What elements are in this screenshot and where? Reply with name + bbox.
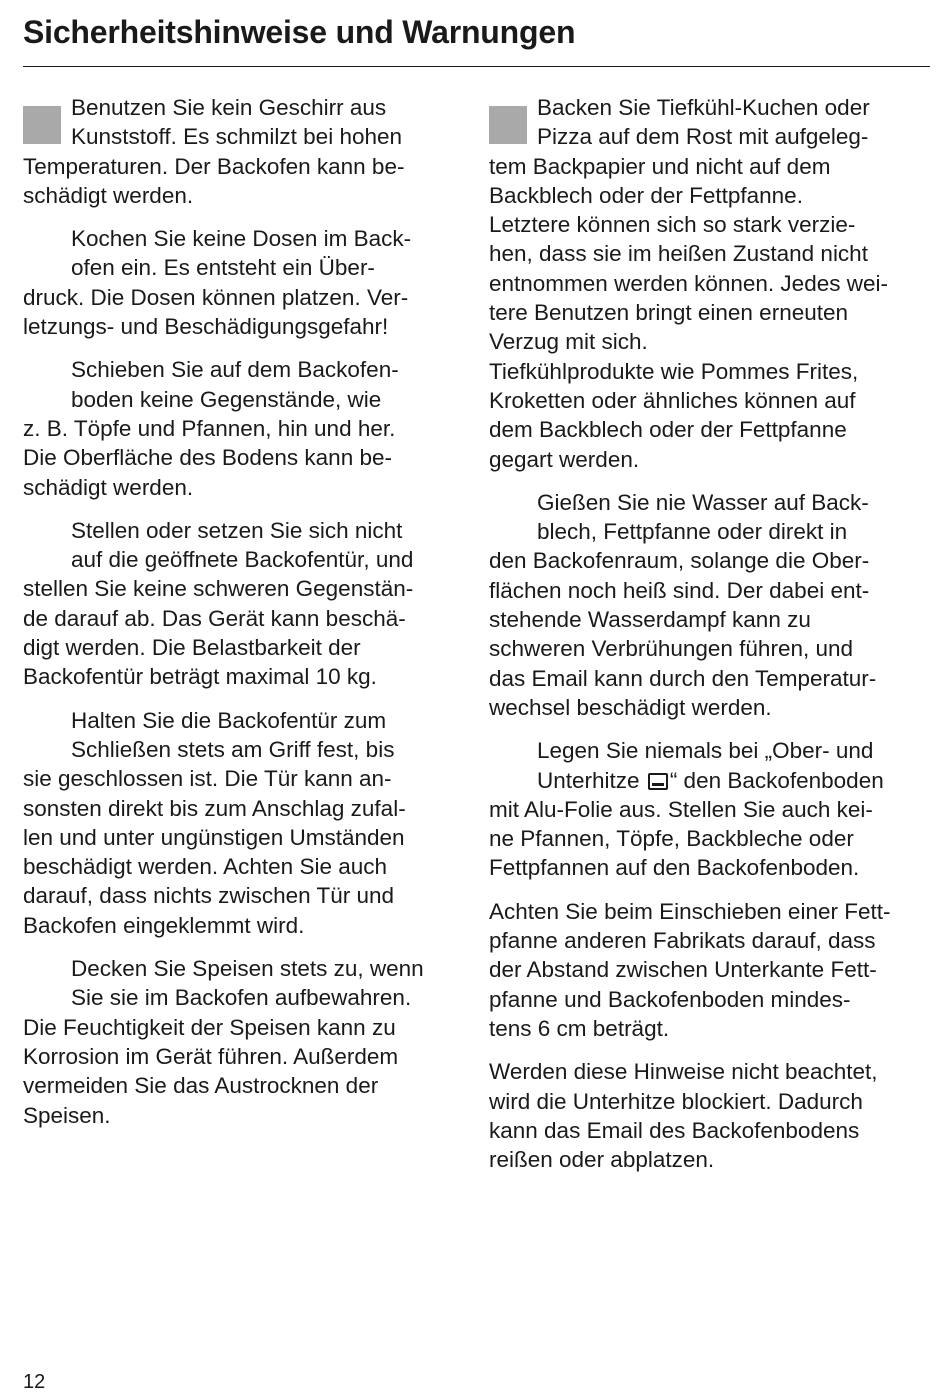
- text-line: Speisen.: [23, 1102, 111, 1128]
- text-line: letzungs- und Beschädigungsgefahr!: [23, 314, 389, 340]
- page-number: 12: [23, 1371, 46, 1393]
- warning-item-oven-floor: [23, 355, 458, 501]
- text-fragment: “ den Backofenboden: [669, 767, 884, 793]
- text-line: Decken Sie Speisen stets zu, wenn: [71, 956, 424, 982]
- text-line: entnommen werden können. Jedes wei-: [489, 270, 888, 296]
- warning-item-plastic-dishes: [23, 93, 458, 210]
- text-line: Die Feuchtigkeit der Speisen kann zu: [23, 1014, 396, 1040]
- text-line: darauf, dass nichts zwischen Tür und: [23, 883, 395, 909]
- text-line: der Abstand zwischen Unterkante Fett-: [489, 957, 877, 983]
- warning-item-water: [489, 488, 925, 722]
- text-fragment: Unterhitze: [537, 767, 640, 793]
- text-line: blech, Fettpfanne oder direkt in: [537, 519, 848, 545]
- text-line: digt werden. Die Belastbarkeit der: [23, 635, 361, 661]
- text-line: Kunststoff. Es schmilzt bei hohen: [71, 124, 403, 150]
- text-line: Backen Sie Tiefkühl-Kuchen oder: [537, 95, 870, 120]
- text-line: Werden diese Hinweise nicht beachtet,: [489, 1059, 878, 1085]
- text-line: Schließen stets am Griff fest, bis: [71, 736, 395, 762]
- warning-item-cans: [23, 224, 458, 341]
- warning-item-door-closing: [23, 706, 458, 940]
- text-line: sonsten direkt bis zum Anschlag zufal-: [23, 795, 406, 821]
- text-line: [489, 766, 925, 795]
- text-line: druck. Die Dosen können platzen. Ver-: [23, 284, 409, 310]
- text-line: flächen noch heiß sind. Der dabei ent-: [489, 577, 870, 603]
- warning-marker-icon: [23, 106, 61, 144]
- text-line: tere Benutzen bringt einen erneuten: [489, 300, 849, 326]
- text-line: Sie sie im Backofen aufbewahren.: [71, 985, 412, 1011]
- bottom-heat-icon: [648, 773, 668, 790]
- text-line: tem Backpapier und nicht auf dem: [489, 153, 831, 179]
- text-line: Korrosion im Gerät führen. Außerdem: [23, 1043, 399, 1069]
- text-line: len und unter ungünstigen Umständen: [23, 824, 405, 850]
- text-line: sie geschlossen ist. Die Tür kann an-: [23, 766, 392, 792]
- text-line: reißen oder abplatzen.: [489, 1147, 715, 1173]
- text-line: Achten Sie beim Einschieben einer Fett-: [489, 898, 891, 924]
- page-title: Sicherheitshinweise und Warnungen: [23, 14, 576, 50]
- text-line: Die Oberfläche des Bodens kann be-: [23, 445, 392, 471]
- text-line: Letztere können sich so stark verzie-: [489, 212, 856, 238]
- text-line: ne Pfannen, Töpfe, Backbleche oder: [489, 826, 854, 852]
- text-line: boden keine Gegenstände, wie: [71, 386, 382, 412]
- text-line: kann das Email des Backofenbodens: [489, 1117, 860, 1143]
- text-line: tens 6 cm beträgt.: [489, 1015, 670, 1041]
- warning-item-oven-door-load: [23, 516, 458, 692]
- paragraph-consequence: [489, 1057, 925, 1174]
- text-line: stellen Sie keine schweren Gegenstän-: [23, 576, 414, 602]
- text-line: dem Backblech oder der Fettpfanne: [489, 417, 847, 443]
- text-line: Schieben Sie auf dem Backofen-: [71, 357, 399, 383]
- text-line: Legen Sie niemals bei „Ober- und: [537, 738, 874, 764]
- text-line: gegart werden.: [489, 446, 640, 472]
- text-line: pfanne und Backofenboden mindes-: [489, 986, 851, 1012]
- right-column: [489, 93, 925, 1188]
- paragraph-drip-pan-distance: [489, 897, 925, 1043]
- text-line: Gießen Sie nie Wasser auf Back-: [537, 489, 869, 515]
- text-line: den Backofenraum, solange die Ober-: [489, 548, 870, 574]
- text-line: schädigt werden.: [23, 474, 194, 500]
- text-line: ofen ein. Es entsteht ein Über-: [71, 255, 375, 281]
- text-line: auf die geöffnete Backofentür, und: [71, 547, 414, 573]
- text-line: wird die Unterhitze blockiert. Dadurch: [489, 1088, 863, 1114]
- text-line: Backofentür beträgt maximal 10 kg.: [23, 664, 377, 690]
- warning-item-frozen-cake: [489, 93, 925, 474]
- text-line: z. B. Töpfe und Pfannen, hin und her.: [23, 415, 396, 441]
- text-line: vermeiden Sie das Austrocknen der: [23, 1073, 379, 1099]
- text-line: Halten Sie die Backofentür zum: [71, 707, 387, 733]
- text-line: Backblech oder der Fettpfanne.: [489, 182, 803, 208]
- text-line: Stellen oder setzen Sie sich nicht: [71, 517, 403, 543]
- text-line: pfanne anderen Fabrikats darauf, dass: [489, 928, 876, 954]
- text-line: Pizza auf dem Rost mit aufgeleg-: [537, 124, 869, 150]
- warning-item-foil: [489, 736, 925, 882]
- text-line: schweren Verbrühungen führen, und: [489, 636, 854, 662]
- text-line: wechsel beschädigt werden.: [489, 694, 772, 720]
- text-line: de darauf ab. Das Gerät kann beschä-: [23, 605, 406, 631]
- text-line: mit Alu-Folie aus. Stellen Sie auch kei-: [489, 796, 873, 822]
- text-line: Kochen Sie keine Dosen im Back-: [71, 226, 412, 252]
- text-line: Verzug mit sich.: [489, 329, 648, 355]
- text-line: Fettpfannen auf den Backofenboden.: [489, 855, 860, 881]
- warning-marker-icon: [489, 106, 527, 144]
- text-line: Benutzen Sie kein Geschirr aus: [71, 95, 387, 120]
- text-line: das Email kann durch den Temperatur-: [489, 665, 877, 691]
- text-line: hen, dass sie im heißen Zustand nicht: [489, 241, 868, 267]
- text-line: Kroketten oder ähnliches können auf: [489, 387, 856, 413]
- text-line: Temperaturen. Der Backofen kann be-: [23, 153, 405, 179]
- warning-item-cover-food: [23, 954, 458, 1130]
- title-divider: [23, 66, 930, 67]
- text-line: schädigt werden.: [23, 182, 194, 208]
- text-line: beschädigt werden. Achten Sie auch: [23, 854, 387, 880]
- text-line: Backofen eingeklemmt wird.: [23, 912, 305, 938]
- text-line: Tiefkühlprodukte wie Pommes Frites,: [489, 358, 859, 384]
- text-line: stehende Wasserdampf kann zu: [489, 607, 811, 633]
- left-column: [23, 93, 458, 1144]
